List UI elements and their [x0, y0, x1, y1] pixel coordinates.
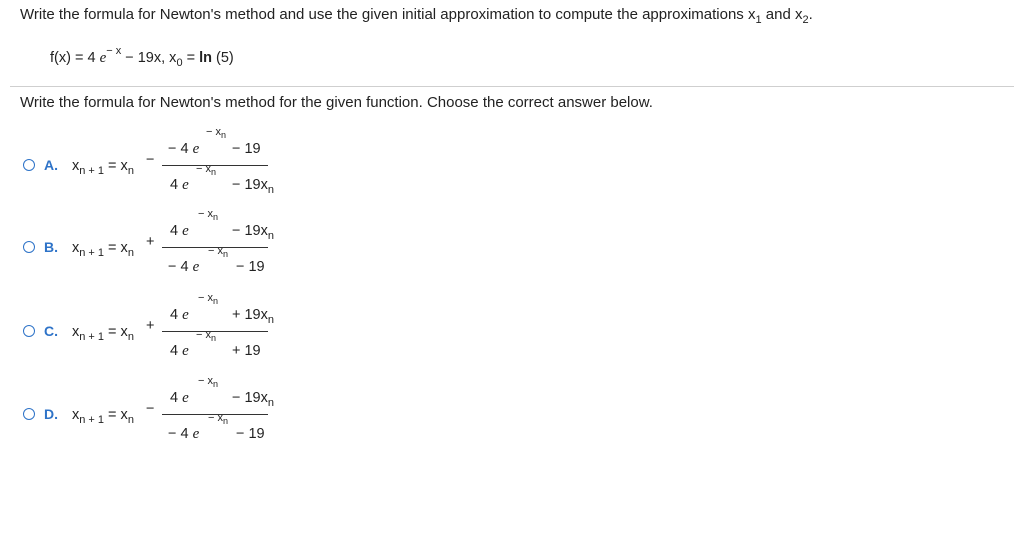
option-letter[interactable]: A. — [44, 157, 58, 173]
lhs-subscript: n + 1 — [79, 331, 105, 343]
fx-exponent: − x — [106, 45, 122, 57]
denominator — [168, 426, 199, 443]
lhs-expression — [72, 407, 134, 426]
option-letter[interactable]: C. — [44, 323, 58, 339]
lhs-x: x — [72, 240, 80, 256]
num-coefficient: 4 — [170, 223, 183, 239]
den-tail — [236, 259, 265, 275]
question-end: . — [808, 6, 813, 23]
lhs-equals: = x — [104, 158, 128, 174]
subscript-1: 1 — [755, 14, 762, 26]
lhs-x: x — [72, 324, 80, 340]
lhs-equals: = x — [104, 407, 128, 423]
num-exp-sub: n — [212, 212, 218, 222]
num-coefficient: − 4 — [168, 141, 193, 157]
lhs-expression — [72, 240, 134, 259]
num-e: e — [182, 307, 189, 323]
den-exponent — [208, 412, 228, 424]
den-coefficient: − 4 — [168, 426, 193, 442]
denominator — [168, 259, 199, 276]
fx-e: e — [99, 50, 107, 66]
fx-rest: − 19x, x — [121, 50, 177, 66]
den-tail — [232, 343, 261, 359]
lhs-x: x — [72, 158, 80, 174]
num-exp-text: − x — [198, 292, 213, 304]
lhs-equals: = x — [104, 324, 128, 340]
den-coefficient: 4 — [170, 343, 183, 359]
option-c[interactable] — [0, 292, 400, 376]
radio-button[interactable] — [23, 159, 35, 171]
num-tail — [232, 141, 261, 157]
den-exp-text: − x — [208, 245, 223, 257]
num-tail-sub: n — [267, 397, 274, 409]
den-tail-sub: n — [267, 184, 274, 196]
num-tail — [232, 390, 274, 409]
den-tail-text: − 19 — [236, 426, 265, 442]
num-exp-text: − x — [206, 126, 221, 138]
num-exp-sub: n — [212, 296, 218, 306]
num-e: e — [192, 141, 200, 157]
num-tail-text: − 19x — [232, 390, 268, 406]
question-main: Write the formula for Newton's method and use the given initial approximation to compute the approximations x — [20, 6, 756, 23]
lhs-subscript: n + 1 — [79, 165, 105, 177]
fx-prefix: f(x) = 4 — [50, 50, 96, 66]
option-letter[interactable]: D. — [44, 406, 58, 422]
den-e: e — [192, 259, 200, 275]
den-exponent — [196, 163, 216, 175]
lhs-x: x — [72, 407, 80, 423]
num-coefficient: 4 — [170, 390, 183, 406]
num-exponent — [198, 375, 218, 387]
operator: − — [146, 401, 155, 417]
den-exp-text: − x — [196, 163, 211, 175]
question-text — [20, 6, 813, 26]
den-coefficient: − 4 — [168, 259, 193, 275]
numerator — [168, 141, 199, 158]
operator: − — [146, 152, 155, 168]
den-tail — [232, 177, 274, 196]
num-exponent — [198, 292, 218, 304]
lhs-equals: = x — [104, 240, 128, 256]
instruction-text: Write the formula for Newton's method for the given function. Choose the correct answer below. — [20, 94, 653, 111]
radio-button[interactable] — [23, 325, 35, 337]
den-e: e — [182, 343, 189, 359]
lhs-expression — [72, 324, 134, 343]
lhs-xn-subscript: n — [127, 165, 134, 177]
num-tail-text: − 19x — [232, 223, 268, 239]
den-exponent — [196, 329, 216, 341]
radio-button[interactable] — [23, 408, 35, 420]
option-b[interactable] — [0, 208, 400, 292]
den-tail-text: − 19 — [236, 259, 265, 275]
num-exp-sub: n — [212, 379, 218, 389]
lhs-xn-subscript: n — [127, 331, 134, 343]
den-tail-text: + 19 — [232, 343, 261, 359]
den-exp-sub: n — [210, 333, 216, 343]
lhs-expression — [72, 158, 134, 177]
den-exp-text: − x — [208, 412, 223, 424]
lhs-subscript: n + 1 — [79, 247, 105, 259]
radio-button[interactable] — [23, 241, 35, 253]
num-coefficient: 4 — [170, 307, 183, 323]
den-exp-sub: n — [222, 249, 228, 259]
num-tail — [232, 223, 274, 242]
den-coefficient: 4 — [170, 177, 183, 193]
x0-subscript: 0 — [176, 57, 183, 69]
den-e: e — [182, 177, 189, 193]
num-exponent — [198, 208, 218, 220]
fx-equals: = — [182, 50, 200, 66]
num-tail-sub: n — [267, 230, 274, 242]
num-exponent — [206, 126, 226, 138]
lhs-xn-subscript: n — [127, 414, 134, 426]
num-tail-sub: n — [267, 314, 274, 326]
operator: + — [146, 234, 155, 250]
lhs-subscript: n + 1 — [79, 414, 105, 426]
operator: + — [146, 318, 155, 334]
section-divider — [10, 86, 1014, 87]
ln-value: (5) — [211, 50, 234, 66]
den-tail-text: − 19x — [232, 177, 268, 193]
num-tail-text: − 19 — [232, 141, 261, 157]
num-tail-text: + 19x — [232, 307, 268, 323]
option-letter[interactable]: B. — [44, 239, 58, 255]
denominator — [170, 343, 189, 360]
num-exp-text: − x — [198, 208, 213, 220]
num-tail — [232, 307, 274, 326]
den-tail — [236, 426, 265, 442]
den-exp-text: − x — [196, 329, 211, 341]
numerator — [170, 223, 189, 240]
ln-text: ln — [199, 50, 212, 66]
lhs-xn-subscript: n — [127, 247, 134, 259]
num-e: e — [182, 390, 189, 406]
den-exponent — [208, 245, 228, 257]
function-definition — [50, 45, 234, 69]
den-exp-sub: n — [222, 416, 228, 426]
subscript-2: 2 — [802, 14, 809, 26]
num-e: e — [182, 223, 189, 239]
numerator — [170, 390, 189, 407]
num-exp-sub: n — [220, 130, 226, 140]
den-e: e — [192, 426, 200, 442]
option-d[interactable] — [0, 375, 400, 459]
denominator — [170, 177, 189, 194]
den-exp-sub: n — [210, 167, 216, 177]
option-a[interactable] — [0, 126, 400, 210]
num-exp-text: − x — [198, 375, 213, 387]
numerator — [170, 307, 189, 324]
question-and: and x — [761, 6, 803, 23]
